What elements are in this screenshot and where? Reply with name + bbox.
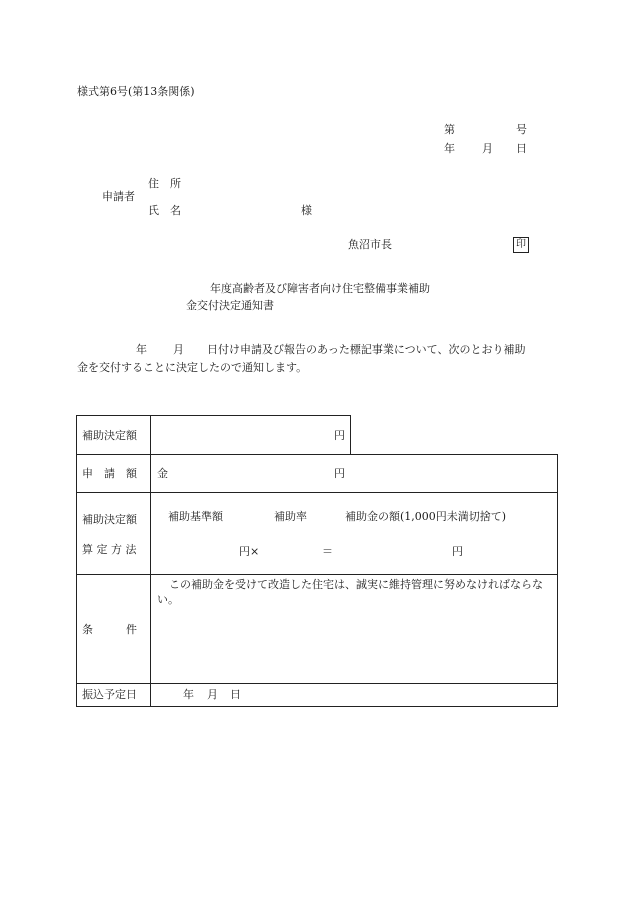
table-line [76, 492, 558, 493]
table-line [76, 454, 558, 455]
title-line2: 金交付決定通知書 [186, 299, 274, 312]
table-line [76, 415, 350, 416]
applied-amount-label: 申 請 額 [82, 467, 137, 480]
doc-date-month: 月 [482, 142, 493, 155]
applied-amount-prefix: 金 [157, 467, 168, 480]
decision-amount-label: 補助決定額 [82, 429, 137, 442]
table-line [557, 454, 558, 706]
decision-amount-unit: 円 [334, 429, 345, 442]
table-line [150, 415, 151, 706]
form-label: 様式第6号(第13条関係) [77, 85, 195, 98]
conditions-text: この補助金を受けて改造した住宅は、誠実に維持管理に努めなければならない。 [157, 578, 543, 606]
calc-equals: ＝ [322, 545, 333, 558]
table-line [76, 415, 77, 706]
subsidy-table [76, 415, 558, 707]
transfer-date-day: 日 [230, 688, 241, 701]
title-line1: 年度高齢者及び障害者向け住宅整備事業補助 [210, 282, 430, 295]
issuer-name: 魚沼市長 [348, 238, 392, 251]
transfer-date-year: 年 [183, 688, 194, 701]
calc-label-1: 補助決定額 [82, 513, 137, 526]
seal-mark: 印 [513, 237, 529, 253]
table-line [76, 574, 558, 575]
address-label: 住 所 [148, 177, 181, 190]
doc-date-day: 日 [516, 142, 527, 155]
calc-unit-times: 円× [239, 545, 260, 558]
body-month: 月 [173, 343, 184, 356]
doc-date-year: 年 [444, 142, 455, 155]
calc-col-base: 補助基準額 [168, 510, 223, 523]
applicant-label: 申請者 [102, 190, 135, 203]
doc-number-suffix: 号 [516, 123, 527, 136]
body-year: 年 [136, 343, 147, 356]
name-label: 氏 名 [148, 204, 181, 217]
calc-label-2: 算 定 方 法 [82, 543, 137, 556]
body-line2: 金を交付することに決定したので通知します。 [77, 361, 308, 374]
calc-col-rate: 補助率 [274, 510, 307, 523]
table-line [76, 706, 558, 707]
calc-unit-result: 円 [452, 545, 463, 558]
applied-amount-unit: 円 [334, 467, 345, 480]
honorific: 様 [301, 204, 312, 217]
conditions-label: 条 件 [82, 623, 137, 636]
body-line1-rest: 日付け申請及び報告のあった標記事業について、次のとおり補助 [207, 343, 526, 356]
transfer-date-month: 月 [207, 688, 218, 701]
doc-number-prefix: 第 [444, 123, 455, 136]
transfer-date-label: 振込予定日 [82, 688, 137, 701]
calc-col-amount: 補助金の額(1,000円未満切捨て) [345, 510, 507, 523]
table-line [76, 683, 558, 684]
table-line [350, 415, 351, 454]
